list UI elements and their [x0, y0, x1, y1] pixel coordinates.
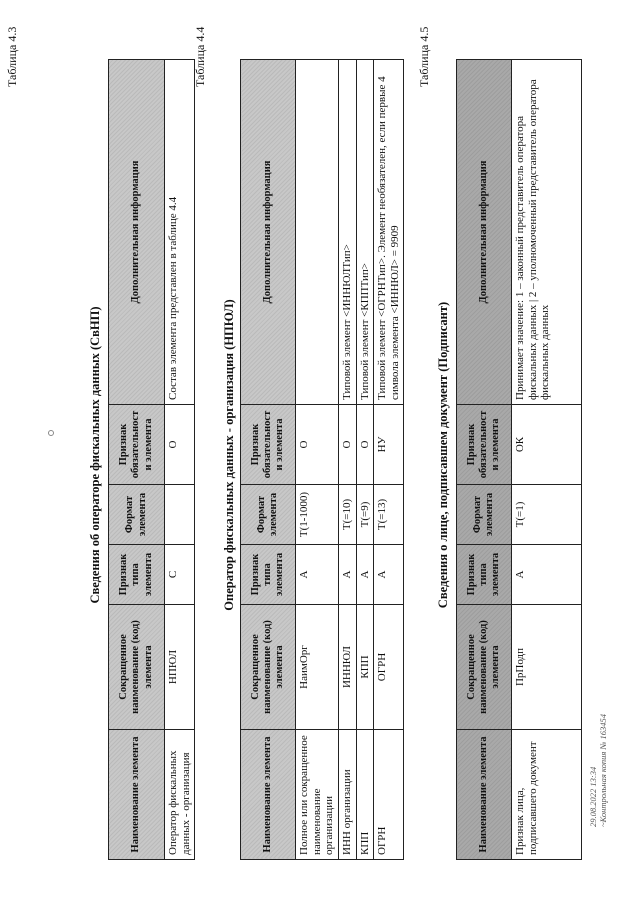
header-short-code: Сокращенное наименование (код) элемента	[457, 605, 512, 730]
table-4-5	[456, 59, 582, 860]
cell-short-code: ОГРН	[374, 605, 404, 730]
header-type-flag: Признак типа элемента	[109, 545, 165, 605]
cell-short-code: НаимОрг	[296, 605, 339, 730]
print-stamp	[588, 714, 608, 827]
cell-mandatory-flag: О	[296, 405, 339, 485]
cell-type-flag: А	[356, 545, 374, 605]
table-row	[356, 60, 374, 860]
cell-type-flag: А	[512, 545, 582, 605]
header-mandatory-flag: Признак обязательности элемента	[241, 405, 296, 485]
table-4-4	[240, 59, 404, 860]
table-4-4-caption: Таблица 4.4	[193, 26, 207, 87]
cell-short-code: ПрПодп	[512, 605, 582, 730]
cell-format	[165, 485, 195, 545]
cell-element-name: КПП	[356, 730, 374, 860]
table-row	[165, 60, 195, 860]
cell-mandatory-flag: ОК	[512, 405, 582, 485]
header-mandatory-flag: Признак обязательности элемента	[109, 405, 165, 485]
table-row	[338, 60, 356, 860]
header-mandatory-flag: Признак обязательности элемента	[457, 405, 512, 485]
cell-format: T(=9)	[356, 485, 374, 545]
cell-element-name: ОГРН	[374, 730, 404, 860]
cell-additional-info	[296, 60, 339, 405]
cell-additional-info: Типовой элемент <КППТип>	[356, 60, 374, 405]
cell-mandatory-flag: О	[165, 405, 195, 485]
cell-element-name: Признак лица, подписавшего документ	[512, 730, 582, 860]
header-type-flag: Признак типа элемента	[457, 545, 512, 605]
header-format: Формат элемента	[109, 485, 165, 545]
table-row	[512, 60, 582, 860]
cell-format: T(=1)	[512, 485, 582, 545]
header-element-name: Наименование элемента	[109, 730, 165, 860]
cell-element-name: ИНН организации	[338, 730, 356, 860]
table-row	[296, 60, 339, 860]
table-header-row	[457, 60, 512, 860]
cell-additional-info: Типовой элемент <ИННЮЛТип>	[338, 60, 356, 405]
cell-format: T(=10)	[338, 485, 356, 545]
header-element-name: Наименование элемента	[241, 730, 296, 860]
table-header-row	[109, 60, 165, 860]
cell-short-code: КПП	[356, 605, 374, 730]
cell-element-name: Оператор фискальных данных - организация	[165, 730, 195, 860]
cell-format: T(=13)	[374, 485, 404, 545]
table-4-5-title: Сведения о лице, подписавшем документ (Подписант)	[436, 301, 450, 609]
cell-short-code: НПЮЛ	[165, 605, 195, 730]
table-4-5-caption: Таблица 4.5	[417, 26, 431, 87]
table-row	[374, 60, 404, 860]
stamp-datetime: 29.08.2022 13:34	[588, 766, 598, 827]
header-additional-info: Дополнительная информация	[241, 60, 296, 405]
cell-mandatory-flag: НУ	[374, 405, 404, 485]
cell-mandatory-flag: О	[338, 405, 356, 485]
table-4-3	[108, 59, 195, 860]
table-header-row	[241, 60, 296, 860]
header-additional-info: Дополнительная информация	[457, 60, 512, 405]
header-additional-info: Дополнительная информация	[109, 60, 165, 405]
cell-short-code: ИННЮЛ	[338, 605, 356, 730]
header-element-name: Наименование элемента	[457, 730, 512, 860]
header-short-code: Сокращенное наименование (код) элемента	[109, 605, 165, 730]
header-format: Формат элемента	[457, 485, 512, 545]
table-4-4-title: Оператор фискальных данных - организация (НПЮЛ)	[222, 299, 236, 611]
punch-hole-mark	[48, 430, 54, 436]
header-format: Формат элемента	[241, 485, 296, 545]
cell-format: T(1-1000)	[296, 485, 339, 545]
cell-element-name: Полное или сокращенное наименование организации	[296, 730, 339, 860]
stamp-copy-number: ~Контрольная копия № 163454	[598, 713, 609, 827]
cell-type-flag: С	[165, 545, 195, 605]
cell-additional-info: Состав элемента представлен в таблице 4.4	[165, 60, 195, 405]
header-type-flag: Признак типа элемента	[241, 545, 296, 605]
cell-type-flag: А	[374, 545, 404, 605]
cell-additional-info: Типовой элемент <ОГРНТип>. Элемент необязателен, если первые 4 символа элемента <ИННЮЛ> = 9909	[374, 60, 404, 405]
table-4-3-title: Сведения об операторе фискальных данных (СвНП)	[88, 306, 102, 604]
table-4-3-caption: Таблица 4.3	[5, 26, 19, 87]
cell-additional-info: Принимает значение: 1 – законный представитель оператора фискальных данных | 2 – уполномоченный представитель оператора фискальных данных	[512, 60, 582, 405]
cell-type-flag: А	[296, 545, 339, 605]
header-short-code: Сокращенное наименование (код) элемента	[241, 605, 296, 730]
cell-type-flag: А	[338, 545, 356, 605]
cell-mandatory-flag: О	[356, 405, 374, 485]
